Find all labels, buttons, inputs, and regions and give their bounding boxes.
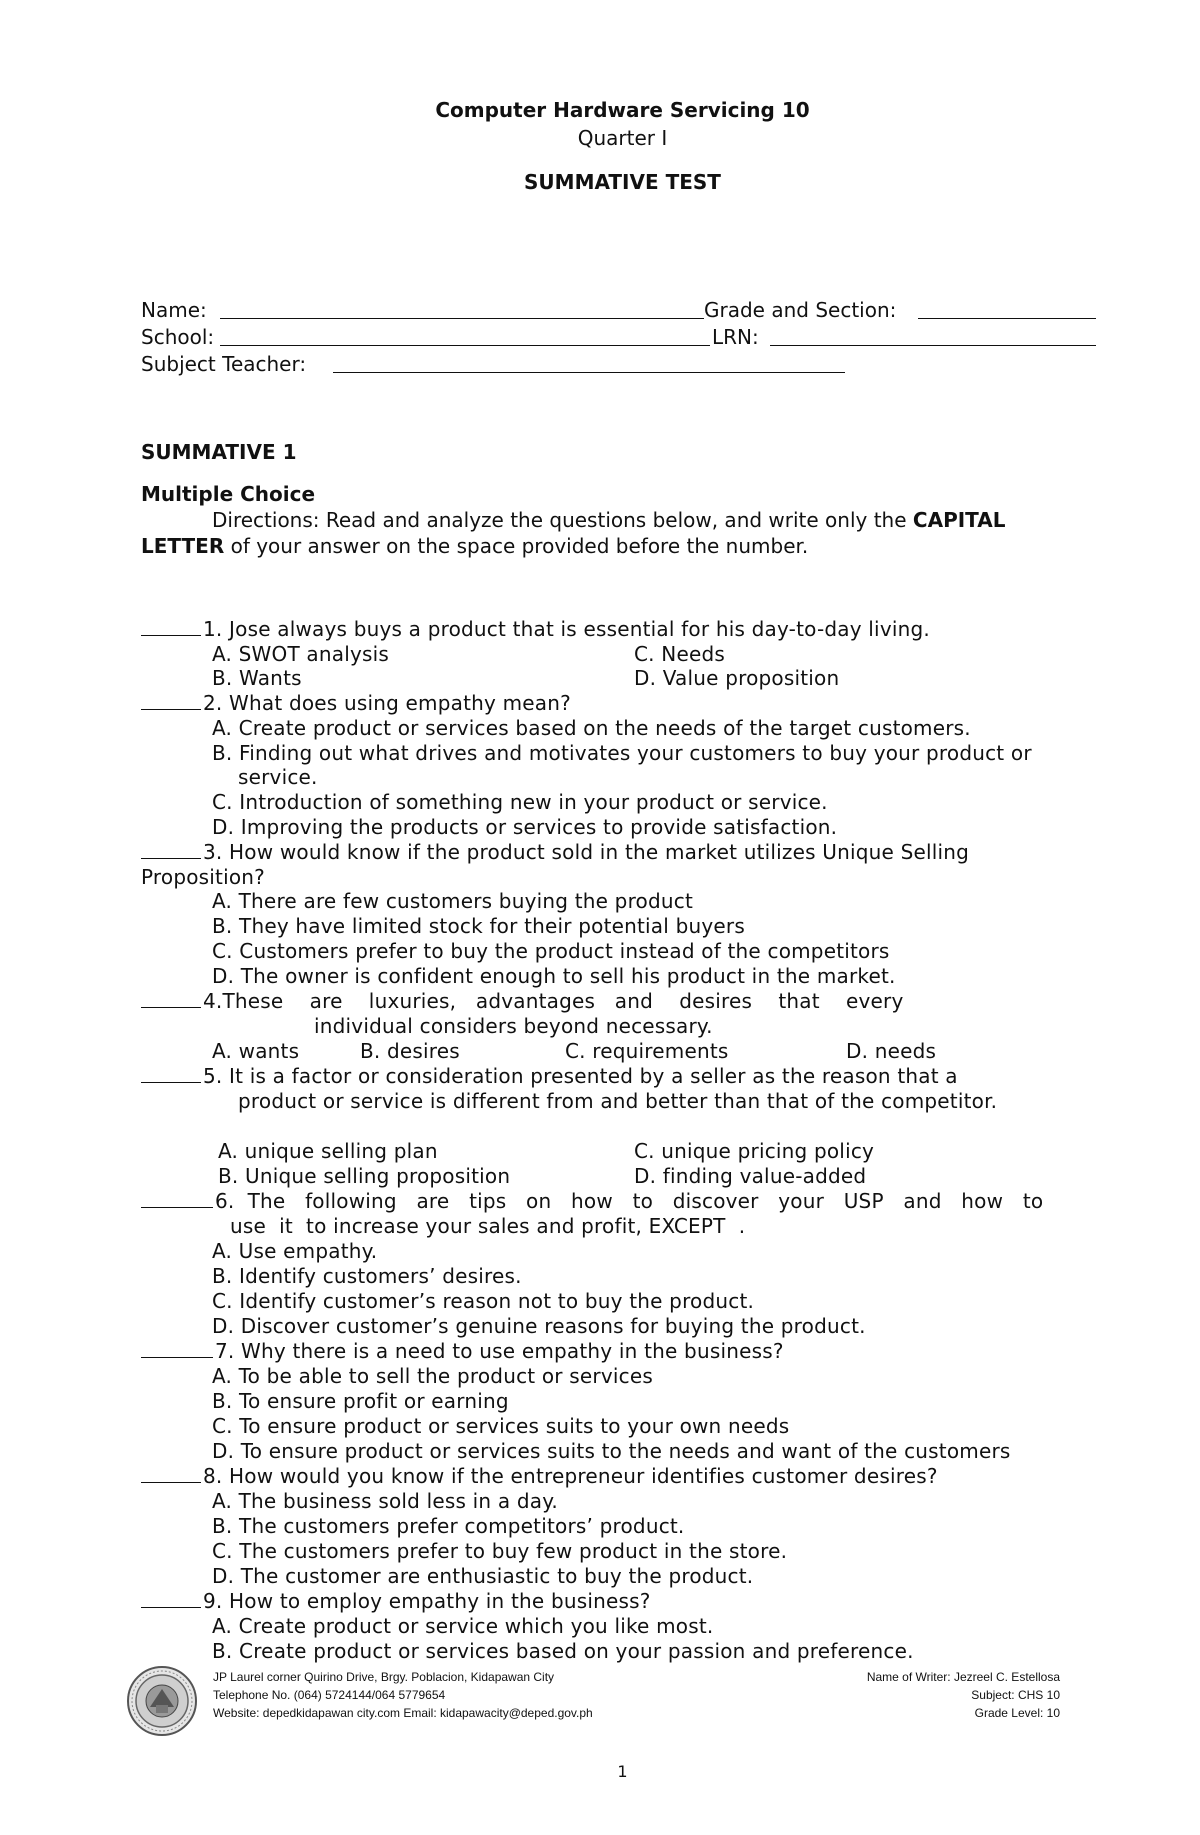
option-d: D. Discover customer’s genuine reasons for buying the product. xyxy=(212,1314,866,1338)
option-a: A. Create product or service which you like most. xyxy=(212,1614,714,1638)
option-b: B. Identify customers’ desires. xyxy=(212,1264,522,1288)
option-d: D. To ensure product or services suits to the needs and want of the customers xyxy=(212,1439,1011,1463)
question-5-continued: product or service is different from and better than that of the competitor. xyxy=(238,1089,998,1113)
directions-text-2: of your answer on the space provided before the number. xyxy=(224,534,809,558)
option-a: A. unique selling plan xyxy=(218,1139,438,1163)
option-c: C. Identify customer’s reason not to buy the product. xyxy=(212,1289,755,1313)
option-b: B. desires xyxy=(360,1039,460,1063)
option-c: C. unique pricing policy xyxy=(634,1139,875,1163)
option-d: D. The customer are enthusiastic to buy the product. xyxy=(212,1564,754,1588)
option-b: B. Unique selling proposition xyxy=(218,1164,511,1188)
option-b: B. Wants xyxy=(212,666,302,690)
division-seal-logo xyxy=(126,1665,198,1737)
answer-blank[interactable] xyxy=(141,1356,213,1358)
question-6 xyxy=(141,1189,1043,1213)
footer-grade: Grade Level: 10 xyxy=(974,1706,1060,1720)
answer-blank[interactable] xyxy=(141,708,201,710)
option-d: D. Improving the products or services to provide satisfaction. xyxy=(212,815,838,839)
school-field[interactable] xyxy=(220,345,710,346)
option-c: C. To ensure product or services suits to your own needs xyxy=(212,1414,790,1438)
name-label: Name: xyxy=(141,298,207,322)
question-5 xyxy=(141,1064,958,1088)
subject-teacher-label: Subject Teacher: xyxy=(141,352,307,376)
answer-blank[interactable] xyxy=(141,1206,213,1208)
question-3-continued: Proposition? xyxy=(141,865,265,889)
option-c: C. Needs xyxy=(634,642,725,666)
directions-text: Directions: Read and analyze the questions below, and write only the xyxy=(212,508,913,532)
option-b: B. To ensure profit or earning xyxy=(212,1389,509,1413)
footer-writer-info xyxy=(800,1668,1060,1722)
option-b: B. They have limited stock for their potential buyers xyxy=(212,914,745,938)
grade-section-label: Grade and Section: xyxy=(704,298,897,322)
footer-subject: Subject: CHS 10 xyxy=(971,1688,1060,1702)
footer-contact xyxy=(213,1668,593,1722)
question-4-continued: individual considers beyond necessary. xyxy=(314,1014,713,1038)
question-text: 6. The following are tips on how to discover your USP and how to xyxy=(215,1189,1044,1213)
question-type: Multiple Choice xyxy=(141,482,316,506)
question-text: 1. Jose always buys a product that is essential for his day-to-day living. xyxy=(203,617,930,641)
name-field[interactable] xyxy=(220,318,704,319)
question-text: 9. How to employ empathy in the business? xyxy=(203,1589,651,1613)
question-3 xyxy=(141,840,969,864)
subject-teacher-field[interactable] xyxy=(333,372,845,373)
question-text: 5. It is a factor or consideration presented by a seller as the reason that a xyxy=(203,1064,958,1088)
option-a: A. Create product or services based on the needs of the target customers. xyxy=(212,716,971,740)
directions-emphasis-2: LETTER xyxy=(141,534,225,558)
option-c: C. Customers prefer to buy the product instead of the competitors xyxy=(212,939,890,963)
question-text: 3. How would know if the product sold in the market utilizes Unique Selling xyxy=(203,840,970,864)
option-b: B. The customers prefer competitors’ product. xyxy=(212,1514,685,1538)
question-text: 7. Why there is a need to use empathy in the business? xyxy=(215,1339,784,1363)
lrn-field[interactable] xyxy=(770,345,1096,346)
option-a: A. Use empathy. xyxy=(212,1239,378,1263)
footer-address: JP Laurel corner Quirino Drive, Brgy. Poblacion, Kidapawan City xyxy=(213,1670,555,1684)
option-a: A. To be able to sell the product or services xyxy=(212,1364,653,1388)
question-4 xyxy=(141,989,904,1013)
question-6-continued: use it to increase your sales and profit, EXCEPT . xyxy=(230,1214,746,1238)
directions-line-2 xyxy=(141,534,808,558)
question-text: 8. How would you know if the entrepreneur identifies customer desires? xyxy=(203,1464,938,1488)
answer-blank[interactable] xyxy=(141,1606,201,1608)
footer-writer: Name of Writer: Jezreel C. Estellosa xyxy=(866,1670,1060,1684)
option-d: D. The owner is confident enough to sell his product in the market. xyxy=(212,964,896,988)
quarter-label: Quarter I xyxy=(577,126,668,150)
option-c: C. requirements xyxy=(565,1039,729,1063)
lrn-label: LRN: xyxy=(712,325,759,349)
school-label: School: xyxy=(141,325,215,349)
question-2 xyxy=(141,691,571,715)
answer-blank[interactable] xyxy=(141,634,201,636)
course-title: Computer Hardware Servicing 10 xyxy=(435,98,810,122)
question-7 xyxy=(141,1339,784,1363)
option-a: A. SWOT analysis xyxy=(212,642,390,666)
directions-line-1 xyxy=(212,508,1005,532)
footer-phone: Telephone No. (064) 5724144/064 5779654 xyxy=(213,1688,446,1702)
answer-blank[interactable] xyxy=(141,857,201,859)
question-1 xyxy=(141,617,930,641)
option-a: A. There are few customers buying the product xyxy=(212,889,694,913)
answer-blank[interactable] xyxy=(141,1006,201,1008)
option-c: C. The customers prefer to buy few product in the store. xyxy=(212,1539,788,1563)
option-a: A. wants xyxy=(212,1039,300,1063)
question-9 xyxy=(141,1589,651,1613)
answer-blank[interactable] xyxy=(141,1081,201,1083)
option-b: B. Create product or services based on your passion and preference. xyxy=(212,1639,914,1663)
footer-web: Website: depedkidapawan city.com Email: kidapawacity@deped.gov.ph xyxy=(213,1706,593,1720)
question-text: 2. What does using empathy mean? xyxy=(203,691,571,715)
grade-section-field[interactable] xyxy=(918,318,1096,319)
section-title: SUMMATIVE 1 xyxy=(141,440,297,464)
option-b-continued: service. xyxy=(238,765,318,789)
option-a: A. The business sold less in a day. xyxy=(212,1489,558,1513)
option-c: C. Introduction of something new in your product or service. xyxy=(212,790,828,814)
answer-blank[interactable] xyxy=(141,1481,201,1483)
option-d: D. finding value-added xyxy=(634,1164,867,1188)
option-d: D. Value proposition xyxy=(634,666,840,690)
question-8 xyxy=(141,1464,938,1488)
test-title: SUMMATIVE TEST xyxy=(524,170,721,194)
option-b: B. Finding out what drives and motivates your customers to buy your product or xyxy=(212,741,1032,765)
question-text: 4.These are luxuries, advantages and desires that every xyxy=(203,989,904,1013)
option-d: D. needs xyxy=(846,1039,937,1063)
page-number: 1 xyxy=(617,1762,628,1781)
directions-emphasis: CAPITAL xyxy=(912,508,1006,532)
